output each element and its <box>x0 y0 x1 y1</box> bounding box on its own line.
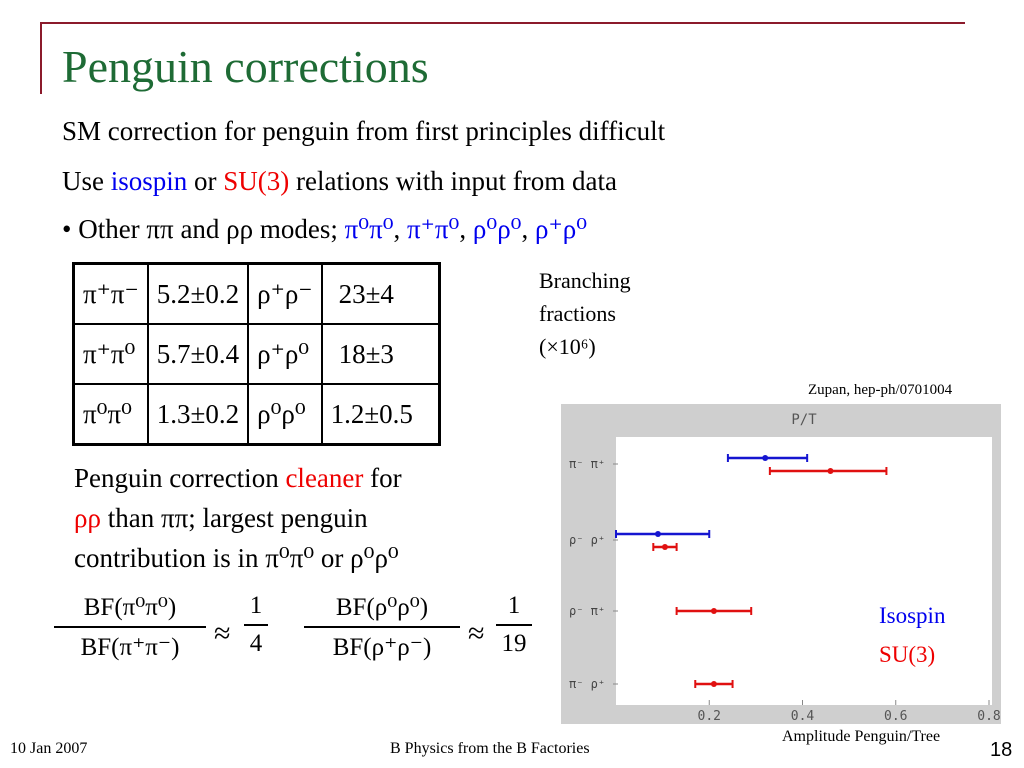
eq2-ratio <box>496 592 532 658</box>
value-cell: 5.2±0.2 <box>148 264 248 325</box>
text-line-1: SM correction for penguin from first principles difficult <box>62 116 666 146</box>
footer-date: 10 Jan 2007 <box>10 740 88 757</box>
category-label: ρ⁻ ρ⁺ <box>569 533 606 547</box>
note-line: fractions <box>539 301 616 326</box>
mode-cell: ρ⁰ρ⁰ <box>248 384 321 445</box>
mode-rhoplusrho0: ρ⁺ρ⁰ <box>535 214 588 244</box>
data-point <box>827 468 833 474</box>
mode-cell: π⁺π⁰ <box>74 324 148 384</box>
text-line-3: • Other ππ and ρρ modes; π⁰π⁰, π⁺π⁰, ρ⁰ρ⁰, ρ⁺ρ⁰ <box>62 214 588 244</box>
branching-fraction-table <box>72 262 441 446</box>
line2-b: or <box>187 166 224 196</box>
value-cell: 18±3 <box>322 324 440 384</box>
table-row <box>74 384 440 445</box>
eq1-numerator: BF(π⁰π⁰) <box>83 594 177 621</box>
fraction-bar <box>304 626 460 628</box>
title-rule-left <box>40 22 42 94</box>
eq1-ratio-num: 1 <box>249 592 263 619</box>
footer-title: B Physics from the B Factories <box>390 740 590 757</box>
eq2-numerator: BF(ρ⁰ρ⁰) <box>335 594 429 621</box>
para-text: for <box>363 463 402 493</box>
eq1-approx: ≈ <box>214 617 231 650</box>
eq2-approx: ≈ <box>468 617 485 650</box>
su3-word: SU(3) <box>223 166 290 196</box>
eq1-ratio-den: 4 <box>249 630 263 657</box>
category-label: π⁻ ρ⁺ <box>569 677 606 691</box>
para-text: than ππ; largest penguin <box>100 503 368 533</box>
table-row <box>74 264 440 325</box>
rhorho-word: ρρ <box>74 503 101 533</box>
mode-pipluspi0: π⁺π⁰ <box>407 214 460 244</box>
data-point <box>655 531 661 537</box>
eq2-ratio-den: 19 <box>501 630 527 657</box>
x-tick-label: 0.4 <box>790 709 815 724</box>
mode-cell: π⁰π⁰ <box>74 384 148 445</box>
eq2-denominator: BF(ρ⁺ρ⁻) <box>332 634 432 661</box>
fraction-bar <box>496 624 532 626</box>
line2-c: relations with input from data <box>289 166 617 196</box>
data-point <box>711 608 717 614</box>
penguin-tree-plot <box>561 404 1001 724</box>
mode-rho0rho0: ρ⁰ρ⁰ <box>472 214 522 244</box>
mode-cell: ρ⁺ρ⁰ <box>248 324 321 384</box>
para-line-1 <box>74 458 402 498</box>
x-axis-label: Amplitude Penguin/Tree <box>782 728 941 745</box>
note-line: Branching <box>539 268 631 293</box>
plot-title: P/T <box>791 412 817 428</box>
plot-area <box>616 437 992 705</box>
slide-title: Penguin corrections <box>62 41 429 92</box>
value-cell: 1.3±0.2 <box>148 384 248 445</box>
data-point <box>762 455 768 461</box>
plot-svg <box>561 404 1001 724</box>
category-label: π⁻ π⁺ <box>569 457 606 471</box>
legend-su3: SU(3) <box>879 642 936 667</box>
data-point <box>662 544 668 550</box>
eq1-ratio <box>244 592 268 658</box>
mode-pi0pi0: π⁰π⁰ <box>344 214 394 244</box>
para-text: Penguin correction <box>74 463 286 493</box>
data-point <box>711 681 717 687</box>
x-tick-label: 0.2 <box>697 709 721 724</box>
table-row <box>74 324 440 384</box>
eq1-denominator: BF(π⁺π⁻) <box>80 634 180 661</box>
page-number: 18 <box>990 739 1013 761</box>
line3-bullet: • Other ππ and ρρ modes; <box>62 214 345 244</box>
branching-fraction-note <box>539 264 631 363</box>
category-labels <box>569 457 618 691</box>
cleaner-word: cleaner <box>285 463 364 493</box>
value-cell: 1.2±0.5 <box>322 384 440 445</box>
note-line: (×10⁶) <box>539 334 596 359</box>
eq2-fraction <box>304 592 460 662</box>
para-line-3: contribution is in π⁰π⁰ or ρ⁰ρ⁰ <box>74 543 399 573</box>
line2-a: Use <box>62 166 111 196</box>
para-line-2 <box>74 498 402 538</box>
fraction-bar <box>54 626 206 628</box>
mode-cell: π⁺π⁻ <box>74 264 148 325</box>
title-rule-top <box>40 22 965 24</box>
category-label: ρ⁻ π⁺ <box>569 604 606 618</box>
isospin-word: isospin <box>110 166 188 196</box>
text-line-2 <box>62 166 617 197</box>
legend-isospin: Isospin <box>879 603 946 628</box>
citation: Zupan, hep-ph/0701004 <box>808 382 953 398</box>
value-cell: 5.7±0.4 <box>148 324 248 384</box>
mode-cell: ρ⁺ρ⁻ <box>248 264 321 325</box>
x-tick-label: 0.6 <box>884 709 908 724</box>
fraction-bar <box>244 624 268 626</box>
eq2-ratio-num: 1 <box>507 592 521 619</box>
value-cell: 23±4 <box>322 264 440 325</box>
penguin-paragraph <box>74 458 402 578</box>
x-tick-label: 0.8 <box>977 709 1001 724</box>
eq1-fraction <box>54 592 206 662</box>
